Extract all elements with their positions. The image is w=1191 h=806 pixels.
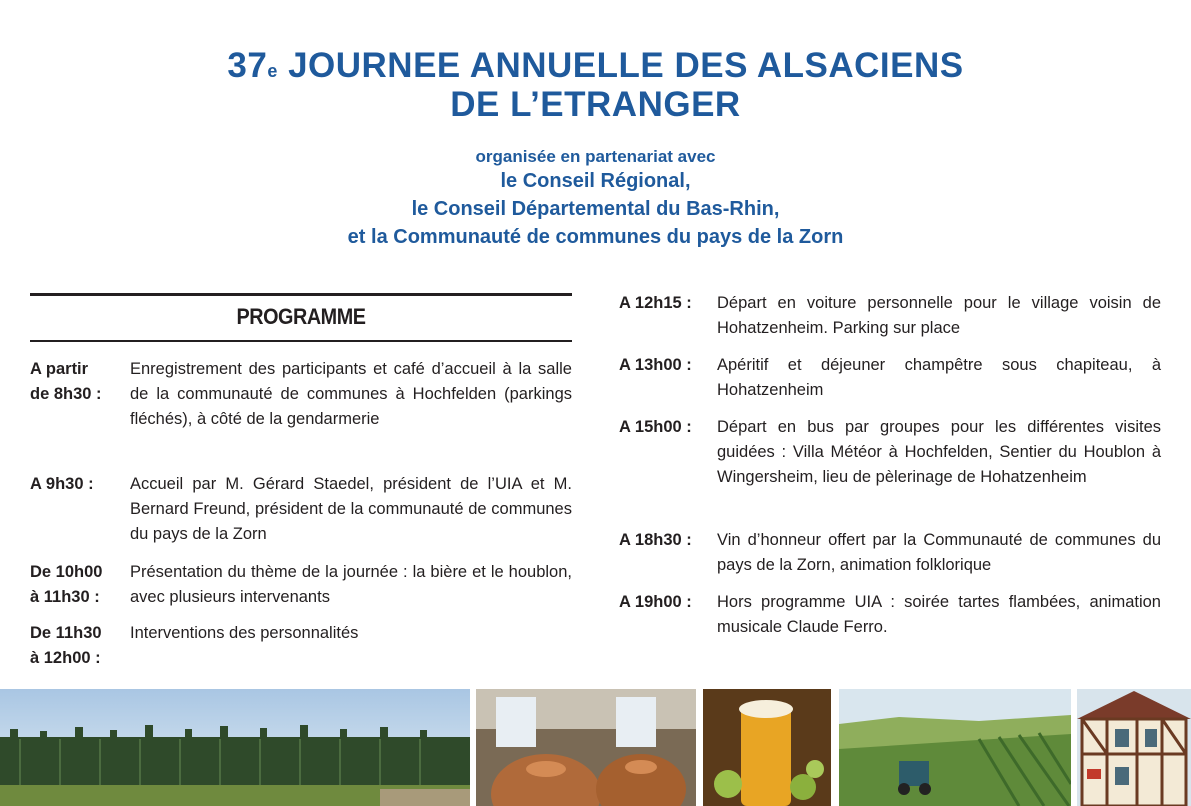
entry-time: A 12h15 :: [619, 294, 692, 312]
programme-entry: [30, 472, 572, 552]
entry-time: A 15h00 :: [619, 418, 692, 436]
entry-description: Apéritif et déjeuner champêtre sous chapiteau, à Hohatzenheim: [717, 356, 1161, 399]
entry-time: A partir de 8h30 :: [30, 360, 102, 403]
entry-description: Enregistrement des participants et café d’accueil à la salle de la communauté de communes à Hochfelden (parkings fléchés), à côté de la gendarmerie: [130, 360, 572, 428]
photo-strip: [0, 689, 1191, 806]
partner-line: et la Communauté de communes du pays de la Zorn: [347, 226, 844, 248]
beer-glass-photo: [703, 689, 831, 806]
entry-description: Départ en voiture personnelle pour le village voisin de Hohatzenheim. Parking sur place: [717, 294, 1161, 337]
programme-entry: [30, 560, 572, 612]
title-line-2: DE L’ETRANGER: [450, 85, 741, 124]
entry-time: A 9h30 :: [30, 475, 94, 493]
entry-description: Interventions des personnalités: [130, 624, 359, 642]
partners-block: [0, 146, 1191, 251]
programme-entry: [30, 357, 572, 461]
title-line-1: 37e JOURNEE ANNUELLE DES ALSACIENS: [227, 46, 964, 85]
partner-line: le Conseil Régional,: [500, 170, 691, 192]
entry-description: Présentation du thème de la journée : la bière et le houblon, avec plusieurs intervenants: [130, 563, 572, 606]
page-title: [0, 46, 1191, 124]
entry-description: Vin d’honneur offert par la Communauté de communes du pays de la Zorn, animation folklorique: [717, 531, 1161, 574]
programme-entry: [619, 415, 1161, 519]
programme-entry: [619, 528, 1161, 580]
brewery-vats-photo: [476, 689, 696, 806]
entry-time: De 10h00 à 11h30 :: [30, 563, 103, 606]
hop-field-photo: [0, 689, 470, 806]
countryside-tractor-photo: [839, 689, 1071, 806]
programme-heading: PROGRAMME: [30, 293, 572, 342]
programme-entry: [619, 353, 1161, 405]
programme-entry: [619, 590, 1161, 642]
entry-time: De 11h30 à 12h00 :: [30, 624, 102, 667]
entry-description: Hors programme UIA : soirée tartes flambées, animation musicale Claude Ferro.: [717, 593, 1161, 636]
partners-intro: organisée en partenariat avec: [475, 147, 716, 166]
programme-entry: [30, 621, 572, 673]
programme-entry: [619, 291, 1161, 343]
entry-description: Accueil par M. Gérard Staedel, président de l’UIA et M. Bernard Freund, président de la communauté de communes du pays de la Zorn: [130, 475, 572, 543]
entry-time: A 13h00 :: [619, 356, 692, 374]
entry-time: A 18h30 :: [619, 531, 692, 549]
half-timbered-house-photo: [1077, 689, 1191, 806]
entry-time: A 19h00 :: [619, 593, 692, 611]
partner-line: le Conseil Départemental du Bas-Rhin,: [411, 198, 780, 220]
entry-description: Départ en bus par groupes pour les différentes visites guidées : Villa Météor à Hochfelden, Sentier du Houblon à Wingersheim, lieu de pèlerinage de Hohatzenheim: [717, 418, 1161, 486]
